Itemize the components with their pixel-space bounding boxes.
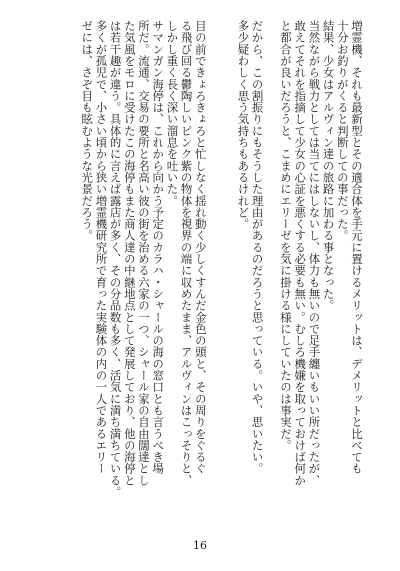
text-line: だから、この割振りにもそうした理由があるのだろうと思っている。いや、思いたい。 xyxy=(250,20,265,475)
text-line: 増霊機、それも最新型とその適合体を手元に置けるメリットは、デメリットと比べても xyxy=(350,20,364,475)
text-line: しかし重く長く深い溜息を吐いた。 xyxy=(165,20,180,207)
text-line: 多くが孤児で、小さい頃から狭い増霊機研究所で育った実験体の内の一人であるエリー xyxy=(94,20,109,475)
text-line: ゼには、さぞ目も眩むような光景だろう。 xyxy=(80,20,95,242)
text-line: た気風をモロに受けたこの海停もまた商人達の中継地点として発展しており、他の海停と xyxy=(122,20,137,486)
paragraph-gap xyxy=(265,20,279,528)
text-line: 敢えてそれを指摘して少女の心証を悪くする必要も無い。むしろ機嫌を取っておけば何か xyxy=(293,20,308,486)
text-line: 十分お釣りがくると判断しての事だった。 xyxy=(335,20,350,242)
vertical-body-text xyxy=(80,20,364,528)
text-line: は若干趣が違う。具体的に言えば露店が多く、その分品数も多く、活気に満ち満ちている。 xyxy=(108,20,123,498)
page-number: 16 xyxy=(193,539,207,552)
text-line: 当然ながら戦力としては当てにはしないし、体力も無いので足手纏いもいい所だったが、 xyxy=(307,20,322,486)
text-line: と都合が良いだろうと、こまめにエリーゼを気に掛ける様にしていたのは事実だ。 xyxy=(278,20,293,452)
text-line: 多少疑わしく思う気持ちもあるけれど。 xyxy=(236,20,251,230)
text-line: サマンガン海停は、これから向かう予定のカラハ・シャールの海の窓口とも言うべき場 xyxy=(151,20,166,475)
text-line: 所だ。流通、交易の要所と名高い彼の街を治める六家の一つ、シャール家の自由闊達とし xyxy=(137,20,151,486)
paragraph-gap xyxy=(222,20,236,528)
text-line: 目の前できょろきょろと忙しなく揺れ動く少しくすんだ金色の頭と、その周りをぐるぐ xyxy=(193,20,208,475)
text-line: 結果、少女はアルヴィン達の旅路に加わる事となった。 xyxy=(321,20,336,312)
paragraph-gap xyxy=(208,20,222,528)
text-line: る飛び回る鬱陶しいピンク紫の物体を視界の端に収めたまま、アルヴィンはこっそりと、 xyxy=(179,20,194,486)
